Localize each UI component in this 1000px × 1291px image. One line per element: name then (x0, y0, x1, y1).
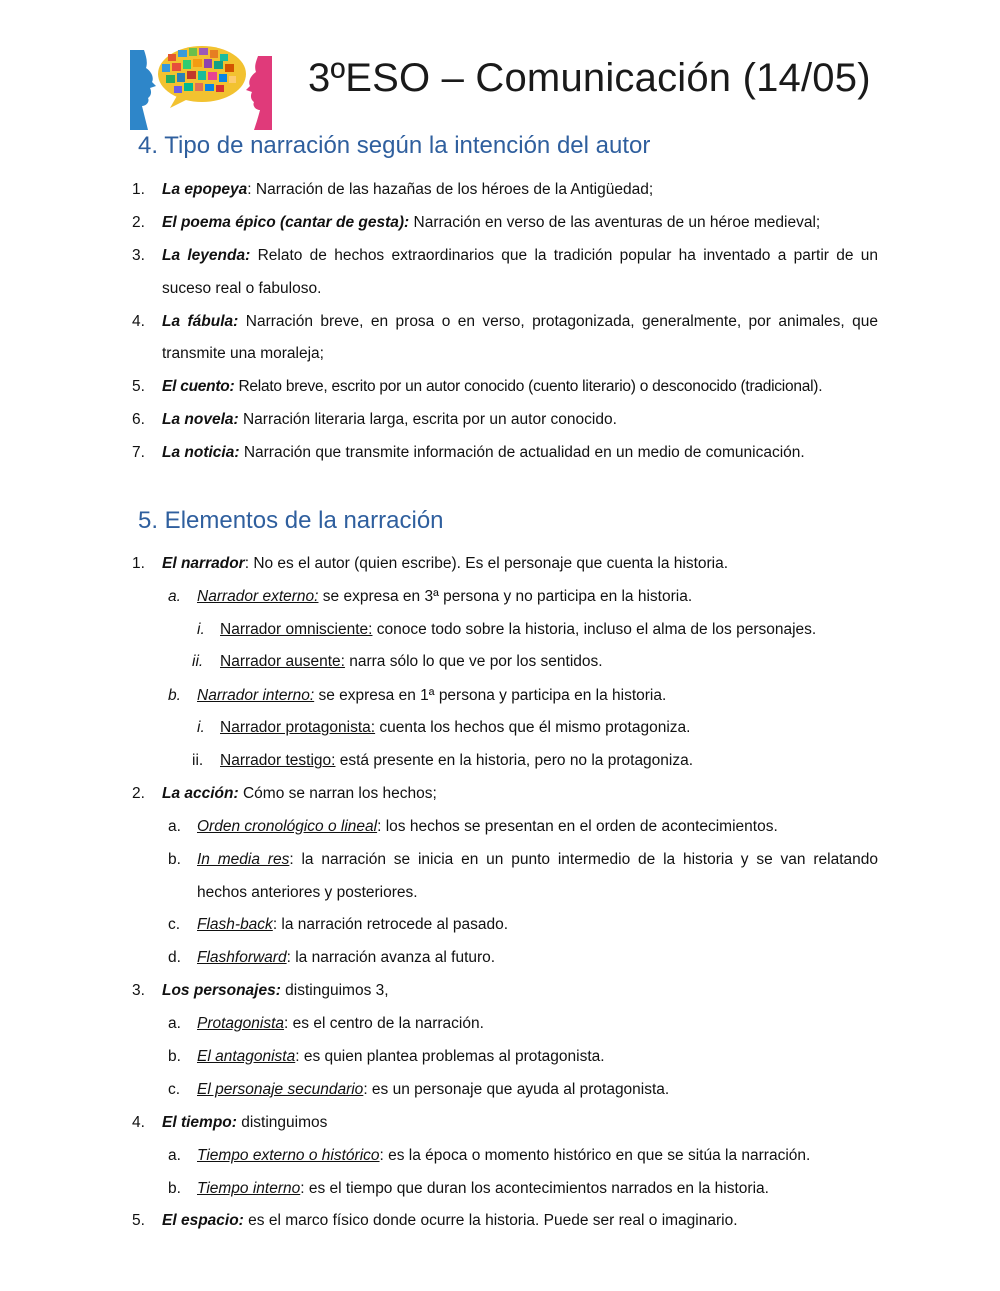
section-4-heading: 4. Tipo de narración según la intención del autor (138, 132, 651, 159)
section-5-heading: 5. Elementos de la narración (138, 507, 444, 534)
page-title: 3ºESO – Comunicación (14/05) (308, 56, 871, 100)
communication-logo-icon (130, 42, 272, 130)
